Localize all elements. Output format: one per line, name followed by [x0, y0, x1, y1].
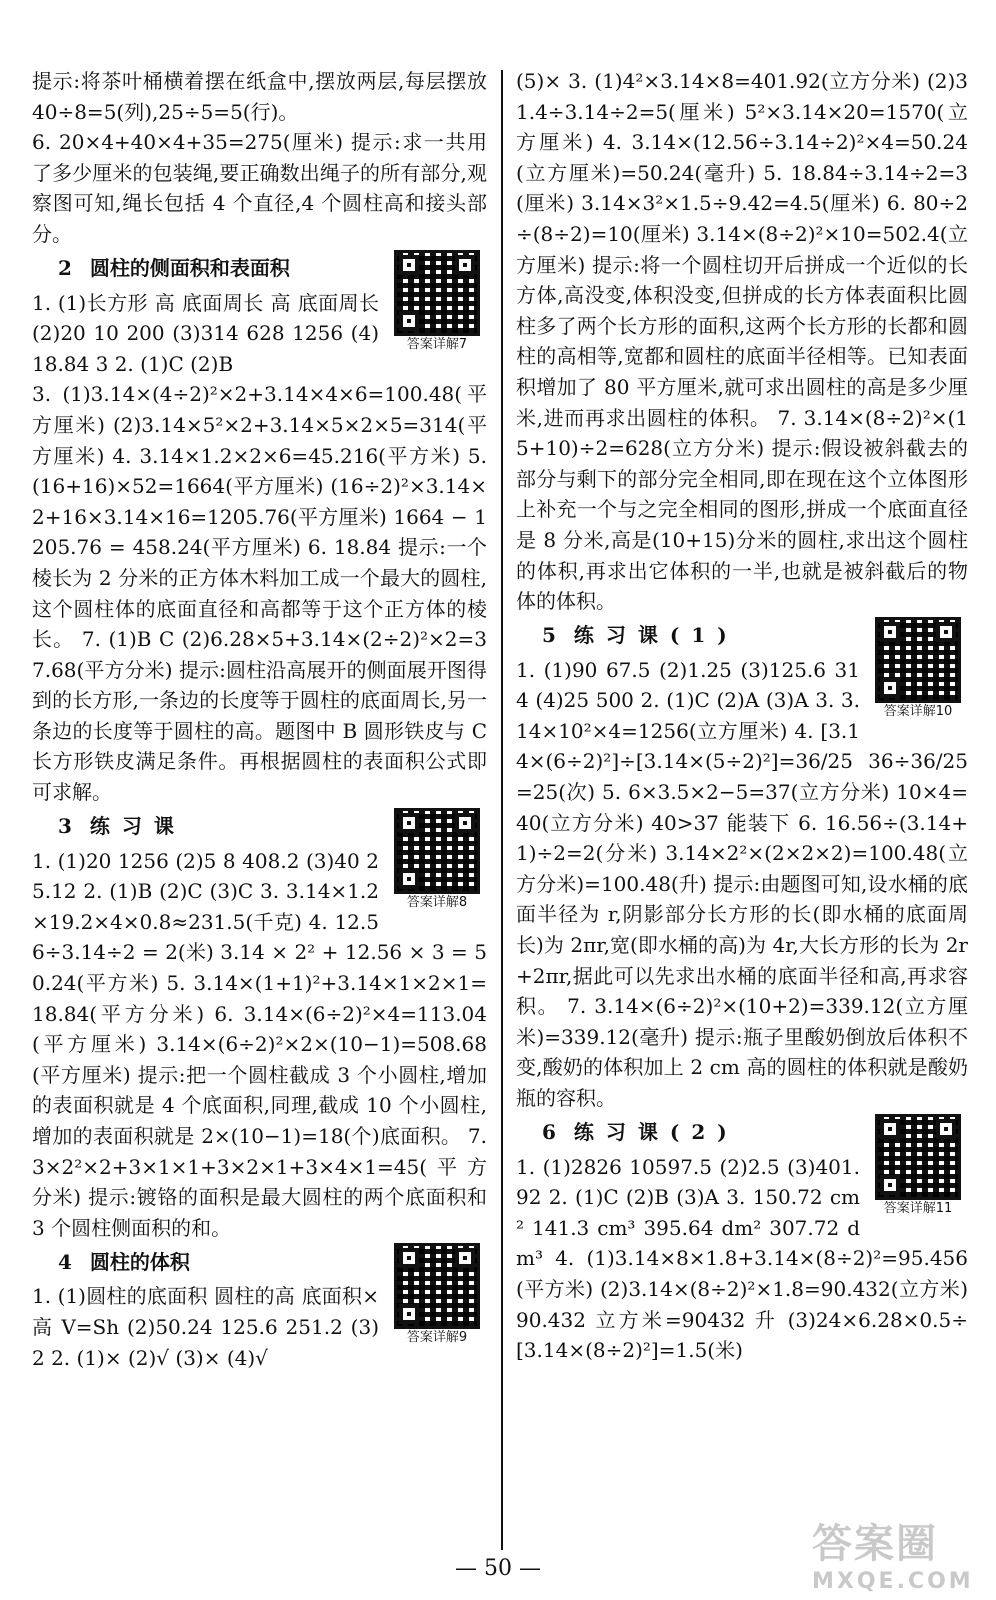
section-2-answers-b: 3. (1)3.14×(4÷2)²×2+3.14×4×6=100.48(平方厘米) (2)3.14×5²×2+3.14×5×2×5=314(平方厘米) 4. 3.14×1.2×2×6=45.216(平方米) 5. (16+16)×52=1664(平方厘米) (16÷2)²×3.14×2+16×3.14×16=1205.76(平方厘米) 1664 − 1205.76 = 458.24(平方厘米) 6. 18.84 提示:一个棱长为 2 分米的正方体木料加工成一个最大的圆柱,这个圆柱体的底面直径和高都等于这个正方体的棱长。 7. (1)B C (2)6.28×5+3.14×(2÷2)²×2=37.68(平方分米) 提示:圆柱沿高展开的侧面展开图得到的长方形,一条边的长度等于圆柱的底面周长,另一条边的长度等于圆柱的高。题图中 B 圆形铁皮与 C 长方形铁皮满足条件。再根据圆柱的表面积公式即可求解。: [32, 382, 487, 805]
section-number: 3: [58, 814, 72, 839]
section-heading-4: [32, 1245, 379, 1279]
watermark-text: 答案圈: [812, 1521, 938, 1567]
section-title: 练习课: [89, 814, 186, 839]
section-title: 练习课(1): [573, 623, 739, 648]
right-column: [516, 66, 968, 1366]
section-5-answers: 1. (1)90 67.5 (2)1.25 (3)125.6 314 (4)25 500 2. (1)C (2)A (3)A 3. 3.14×10²×4=1256(立方厘米) 4. [3.14×(6÷2)²]÷[3.14×(5÷2)²]=36/25 36÷36/25=25(次) 5. 6×3.5×2−5=37(立方分米) 10×4=40(立方分米) 40>37 能装下 6. 16.56÷(3.14+1)÷2=2(分米) 3.14×2²×(2×2×2)=100.48(立方分米)=100.48(升) 提示:由题图可知,设水桶的底面半径为 r,阴影部分长方形的长(即水桶的底面周长)为 2πr,宽(即水桶的高)为 4r,大长方形的长为 2r+2πr,据此可以先求出水桶的底面半径和高,再求容积。 7. 3.14×(6÷2)²×(10+2)=339.12(立方厘米)=339.12(毫升) 提示:瓶子里酸奶倒放后体积不变,酸奶的体积加上 2 cm 高的圆柱的体积就是酸奶瓶的容积。: [516, 657, 968, 1110]
qr-caption: 答案详解11: [883, 1200, 953, 1216]
intro-hint: 提示:将茶叶桶横着摆在纸盒中,摆放两层,每层摆放 40÷8=5(列),25÷5=5(行)。: [32, 69, 487, 124]
qr-block-10[interactable]: [868, 617, 968, 721]
qr-caption: 答案详解9: [406, 1330, 468, 1346]
section-title: 练习课(2): [573, 1120, 739, 1145]
qr-block-7[interactable]: [387, 250, 487, 354]
section-3-answers: 1. (1)20 1256 (2)5 8 408.2 (3)40 25.12 2. (1)B (2)C (3)C 3. 3.14×1.2×19.2×4×0.8≈231.5(千克) 4. 12.56÷3.14÷2 = 2(米) 3.14 × 2² + 12.56 × 3 = 50.24(平方米) 5. 3.14×(1+1)²+3.14×1×2×1=18.84(平方分米) 6. 3.14×(6÷2)²×4=113.04(平方厘米) 3.14×(6÷2)²×2×(10−1)=508.68(平方厘米) 提示:把一个圆柱截成 3 个小圆柱,增加的表面积就是 4 个底面积,同理,截成 10 个小圆柱,增加的表面积就是 2×(10−1)=18(个)底面积。 7. 3×2²×2+3×1×1+3×2×1+3×4×1=45(平方分米) 提示:镀铬的面积是最大圆柱的两个底面积和 3 个圆柱侧面积的和。: [32, 848, 487, 1240]
section-number: 4: [58, 1250, 72, 1275]
watermark-logo: [812, 1512, 982, 1594]
qr-block-11[interactable]: [868, 1114, 968, 1218]
watermark-url: MXQE.COM: [812, 1569, 974, 1594]
qr-caption: 答案详解8: [406, 894, 468, 910]
qr-caption: 答案详解7: [406, 336, 468, 352]
section-4-answers: 1. (1)圆柱的底面积 圆柱的高 底面积×高 V=Sh (2)50.24 125.6 251.2 (3)2 2. (1)× (2)√ (3)× (4)√: [32, 1284, 379, 1370]
section-number: 2: [58, 256, 72, 281]
section-2-answers-a: 1. (1)长方形 高 底面周长 高 底面周长 (2)20 10 200 (3)314 628 1256 (4)18.84 3 2. (1)C (2)B: [32, 290, 379, 376]
qr-block-9[interactable]: [387, 1243, 487, 1347]
left-column: [32, 66, 487, 1373]
qr-block-8[interactable]: [387, 808, 487, 912]
section-heading-5: [516, 619, 860, 653]
section-number: 6: [542, 1120, 556, 1145]
section-title: 圆柱的侧面积和表面积: [89, 256, 290, 281]
section-heading-2: [32, 252, 379, 286]
section-heading-6: [516, 1116, 860, 1150]
qr-code-icon[interactable]: [394, 808, 480, 894]
section-heading-3: [32, 810, 379, 844]
section-number: 5: [542, 623, 556, 648]
qr-caption: 答案详解10: [883, 703, 953, 719]
qr-code-icon[interactable]: [394, 250, 480, 336]
page-number: — 50 —: [455, 1556, 541, 1581]
section-title: 圆柱的体积: [89, 1250, 190, 1275]
qr-code-icon[interactable]: [875, 617, 961, 703]
column-divider: [501, 70, 503, 1550]
section-4-answers-continued: (5)× 3. (1)4²×3.14×8=401.92(立方分米) (2)31.4÷3.14÷2=5(厘米) 5²×3.14×20=1570(立方厘米) 4. 3.14×(12.56÷3.14÷2)²×4=50.24(立方厘米)=50.24(毫升) 5. 18.84÷3.14÷2=3(厘米) 3.14×3²×1.5÷9.42=4.5(厘米) 6. 80÷2÷(8÷2)=10(厘米) 3.14×(8÷2)²×10=502.4(立方厘米) 提示:将一个圆柱切开后拼成一个近似的长方体,高没变,体积没变,但拼成的长方体表面积比圆柱多了两个长方形的面积,这两个长方形的长都和圆柱的高相等,宽都和圆柱的底面半径相等。已知表面积增加了 80 平方厘米,就可求出圆柱的高是多少厘米,进而再求出圆柱的体积。 7. 3.14×(8÷2)²×(15+10)÷2=628(立方分米) 提示:假设被斜截去的部分与剩下的部分完全相同,即在现在这个立体图形上补充一个与之完全相同的图形,拼成一个底面直径是 8 分米,高是(10+15)分米的圆柱,求出这个圆柱的体积,再求出它体积的一半,也就是被斜截后的物体的体积。: [516, 69, 968, 614]
qr-code-icon[interactable]: [394, 1243, 480, 1329]
section-6-answers: 1. (1)2826 10597.5 (2)2.5 (3)401.92 2. (1)C (2)B (3)A 3. 150.72 cm² 141.3 cm³ 395.64 dm² 307.72 dm³ 4. (1)3.14×8×1.8+3.14×(8÷2)²=95.456(平方米) (2)3.14×(8÷2)²×1.8=90.432(立方米) 90.432 立方米=90432 升 (3)24×6.28×0.5÷[3.14×(8÷2)²]=1.5(米): [516, 1154, 968, 1363]
intro-answer-6: 6. 20×4+40×4+35=275(厘米) 提示:求一共用了多少厘米的包装绳,要正确数出绳子的所有部分,观察图可知,绳长包括 4 个直径,4 个圆柱高和接头部分。: [32, 130, 487, 246]
qr-code-icon[interactable]: [875, 1114, 961, 1200]
